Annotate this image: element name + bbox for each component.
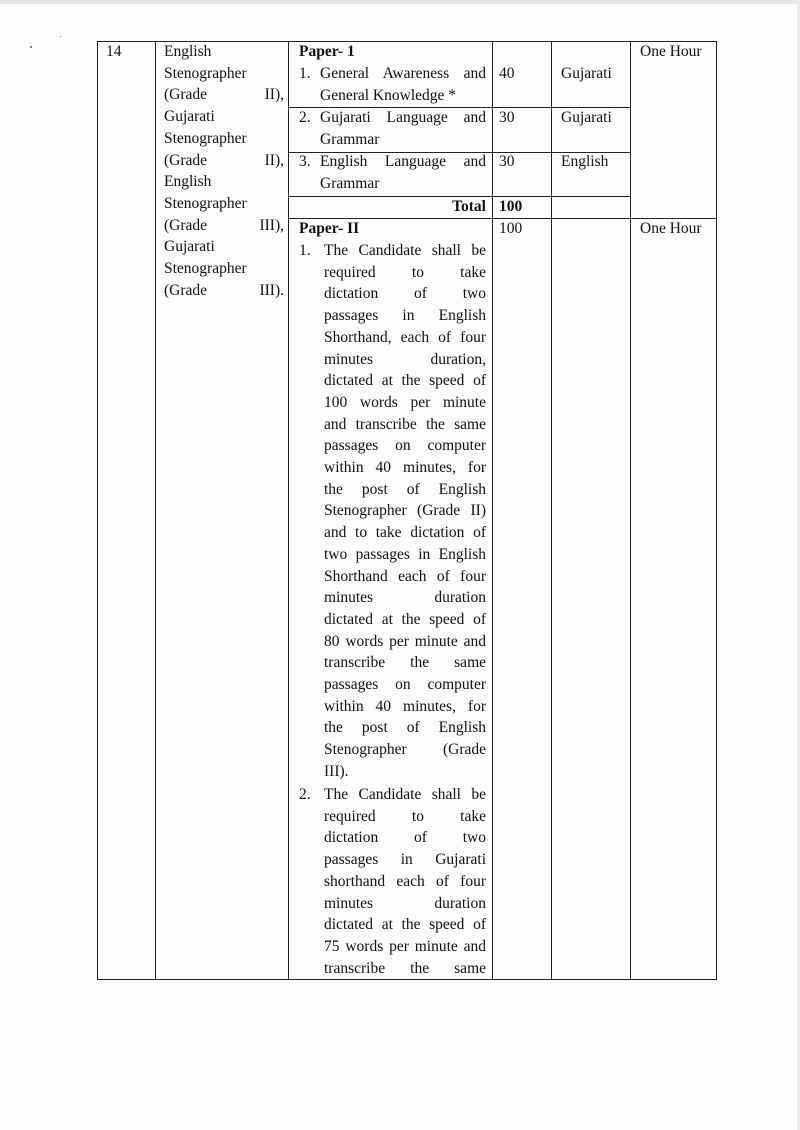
text-line: passages on computer bbox=[324, 676, 486, 694]
text-line: dictated at the speed of bbox=[324, 610, 486, 628]
paper2-item1-num: 1. bbox=[299, 242, 311, 259]
text-line: dictation of two bbox=[324, 285, 486, 303]
paper1-item3-medium: English bbox=[561, 153, 609, 170]
col-border bbox=[551, 41, 552, 980]
text-line: within 40 minutes, for bbox=[324, 459, 486, 477]
col-border bbox=[288, 41, 289, 980]
paper2-item2-text bbox=[324, 784, 486, 979]
text-line: and transcribe the same bbox=[324, 415, 486, 433]
scan-speck bbox=[30, 46, 32, 48]
text-line: transcribe the same bbox=[324, 654, 486, 672]
text-line: (Grade III). bbox=[164, 281, 284, 299]
text-line: 100 words per minute bbox=[324, 393, 486, 411]
text-line: Stenographer bbox=[164, 194, 247, 212]
col-border bbox=[97, 41, 98, 980]
text-line: Shorthand each of four bbox=[324, 567, 486, 585]
text-line: Gujarati bbox=[164, 108, 215, 126]
paper2-item2-num: 2. bbox=[299, 786, 311, 803]
paper1-item2-num: 2. bbox=[299, 109, 311, 126]
text-line: dictated at the speed of bbox=[324, 372, 486, 390]
page-top-edge bbox=[0, 0, 800, 4]
paper1-item3-marks: 30 bbox=[499, 153, 515, 170]
text-line: passages on computer bbox=[324, 437, 486, 455]
serial-number: 14 bbox=[106, 43, 122, 60]
paper2-duration: One Hour bbox=[640, 220, 702, 237]
paper2-item1-text bbox=[324, 240, 486, 783]
text-line: passages in Gujarati bbox=[324, 851, 486, 869]
paper1-item2-medium: Gujarati bbox=[561, 109, 612, 126]
text-line: 80 words per minute and bbox=[324, 632, 486, 650]
paper2-marks: 100 bbox=[499, 220, 523, 237]
paper1-item3-line2: Grammar bbox=[320, 175, 380, 192]
text-line: dictation of two bbox=[324, 829, 486, 847]
text-line: and to take dictation of bbox=[324, 524, 486, 542]
text-line: (Grade III), bbox=[164, 216, 284, 234]
text-line: (Grade II), bbox=[164, 86, 284, 104]
post-names bbox=[164, 41, 284, 301]
col-border bbox=[630, 41, 631, 980]
text-line: transcribe the same bbox=[324, 959, 486, 977]
text-line: The Candidate shall be bbox=[324, 242, 486, 259]
col-border bbox=[492, 41, 493, 980]
paper1-item1-line2: General Knowledge * bbox=[320, 87, 457, 104]
text-line: 75 words per minute and bbox=[324, 937, 486, 955]
paper1-duration: One Hour bbox=[640, 43, 702, 60]
text-line: minutes duration, bbox=[324, 350, 486, 368]
paper1-item1-medium: Gujarati bbox=[561, 65, 612, 82]
text-line: required to take bbox=[324, 263, 486, 281]
text-line: Stenographer (Grade II) bbox=[324, 502, 486, 520]
text-line: two passages in English bbox=[324, 545, 486, 563]
text-line: the post of English bbox=[324, 480, 486, 498]
text-line: Shorthand, each of four bbox=[324, 328, 486, 346]
paper1-total-label: Total bbox=[452, 198, 486, 215]
text-line: Gujarati bbox=[164, 238, 215, 256]
text-line: minutes duration bbox=[324, 894, 486, 912]
col-border bbox=[155, 41, 156, 980]
scan-speck bbox=[60, 36, 61, 37]
paper1-item3-line1: English Language and bbox=[320, 153, 486, 170]
paper1-item2-line2: Grammar bbox=[320, 131, 380, 148]
text-line: English bbox=[164, 173, 212, 191]
text-line: within 40 minutes, for bbox=[324, 697, 486, 715]
paper2-title: Paper- II bbox=[299, 220, 360, 237]
text-line: Stenographer bbox=[164, 129, 247, 147]
paper1-item1-line1: General Awareness and bbox=[320, 65, 486, 82]
paper1-title: Paper- 1 bbox=[299, 43, 355, 60]
col-border bbox=[716, 41, 717, 980]
paper1-item2-line1: Gujarati Language and bbox=[320, 109, 486, 126]
paper1-item1-marks: 40 bbox=[499, 65, 515, 82]
text-line: III). bbox=[324, 762, 349, 780]
text-line: (Grade II), bbox=[164, 151, 284, 169]
paper1-item3-num: 3. bbox=[299, 153, 311, 170]
text-line: required to take bbox=[324, 807, 486, 825]
text-line: Stenographer bbox=[164, 64, 247, 82]
paper1-total-value: 100 bbox=[499, 198, 523, 215]
text-line: Stenographer bbox=[164, 260, 247, 278]
paper1-item1-num: 1. bbox=[299, 65, 311, 82]
text-line: The Candidate shall be bbox=[324, 786, 486, 803]
text-line: English bbox=[164, 43, 212, 60]
text-line: Stenographer (Grade bbox=[324, 741, 486, 759]
text-line: minutes duration bbox=[324, 589, 486, 607]
text-line: passages in English bbox=[324, 307, 486, 325]
text-line: shorthand each of four bbox=[324, 872, 486, 890]
paper1-item2-marks: 30 bbox=[499, 109, 515, 126]
text-line: dictated at the speed of bbox=[324, 916, 486, 934]
text-line: the post of English bbox=[324, 719, 486, 737]
